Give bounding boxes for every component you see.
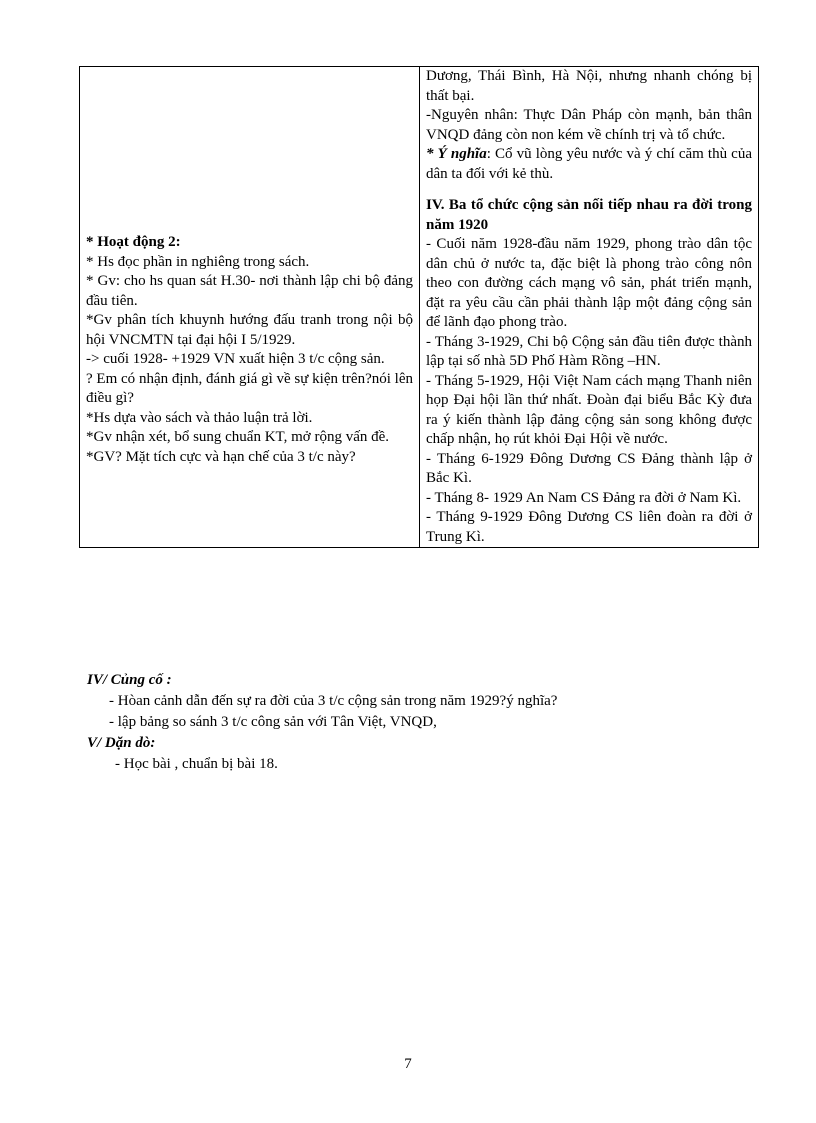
- content-line: - Tháng 5-1929, Hội Việt Nam cách mạng Thanh niên họp Đại hội lần thứ nhất. Đoàn đại biểu Bắc Kỳ đưa ra ý kiến thành lập đảng cộng sản song không được chấp nhận, họ rút khỏi Đại Hội về nước.: [426, 372, 752, 447]
- content-line: -Nguyên nhân: Thực Dân Pháp còn mạnh, bản thân VNQD đảng còn non kém về chính trị và tổ chức.: [426, 107, 752, 143]
- homework-heading: V/ Dặn dò:: [87, 735, 156, 751]
- content-line: Dương, Thái Bình, Hà Nội, nhưng nhanh chóng bị thất bại.: [426, 68, 752, 104]
- activity-heading: * Hoạt động 2:: [86, 234, 181, 250]
- blank-space: [86, 67, 413, 233]
- section-heading: IV. Ba tổ chức cộng sản nối tiếp nhau ra đời trong năm 1920: [426, 197, 752, 233]
- after-table-section: [87, 670, 747, 775]
- activity-line: *Gv phân tích khuynh hướng đấu tranh trong nội bộ hội VNCMTN tại đại hội I 5/1929.: [86, 312, 413, 348]
- consolidation-item: - lập bảng so sánh 3 t/c công sản với Tân Việt, VNQD,: [109, 714, 437, 730]
- content-line: - Tháng 3-1929, Chi bộ Cộng sản đầu tiên được thành lập tại số nhà 5D Phố Hàm Rồng –HN.: [426, 333, 752, 369]
- activity-line: * Gv: cho hs quan sát H.30- nơi thành lập chi bộ đảng đầu tiên.: [86, 273, 413, 309]
- content-line: - Tháng 6-1929 Đông Dương CS Đảng thành lập ở Bắc Kì.: [426, 450, 752, 486]
- page-number: 7: [404, 1056, 412, 1072]
- consolidation-heading: IV/ Củng cố :: [87, 672, 172, 688]
- meaning-label: * Ý nghĩa: [426, 146, 487, 162]
- meaning-paragraph: [426, 145, 752, 184]
- activity-line: *Gv nhận xét, bổ sung chuẩn KT, mở rộng vấn đề.: [86, 429, 390, 445]
- meaning-text: : Cổ vũ lòng yêu nước và ý chí căm thù của dân ta đối với kẻ thù.: [426, 146, 752, 182]
- activity-line: ? Em có nhận định, đánh giá gì về sự kiện trên?nói lên điều gì?: [86, 370, 413, 406]
- lesson-table: [79, 66, 759, 548]
- homework-item: - Học bài , chuẩn bị bài 18.: [115, 756, 278, 772]
- teacher-student-activities-cell: [80, 67, 420, 548]
- consolidation-item: - Hòan cảnh dẫn đến sự ra đời của 3 t/c cộng sản trong năm 1929?ý nghĩa?: [109, 693, 558, 709]
- table-row: [80, 67, 759, 548]
- activity-line: * Hs đọc phần in nghiêng trong sách.: [86, 253, 310, 270]
- activity-line: *GV? Mặt tích cực và hạn chế của 3 t/c này?: [86, 448, 356, 465]
- content-line: - Cuối năm 1928-đầu năm 1929, phong trào dân tộc dân chủ ở nước ta, đặc biệt là phong trào công nôn theo con đường cách mạng vô sản, phát triển mạnh, đặt ra yêu cầu cần phải thành lập một đảng cộng sản để lãnh đạo phong trào.: [426, 236, 752, 330]
- lesson-content-cell: [420, 67, 759, 548]
- spacer: [426, 184, 752, 196]
- activity-line: -> cuối 1928- +1929 VN xuất hiện 3 t/c cộng sản.: [86, 351, 385, 367]
- content-line: - Tháng 8- 1929 An Nam CS Đảng ra đời ở Nam Kì.: [426, 489, 742, 506]
- activity-line: *Hs dựa vào sách và thảo luận trả lời.: [86, 409, 313, 426]
- content-line: - Tháng 9-1929 Đông Dương CS liên đoàn ra đời ở Trung Kì.: [426, 509, 752, 545]
